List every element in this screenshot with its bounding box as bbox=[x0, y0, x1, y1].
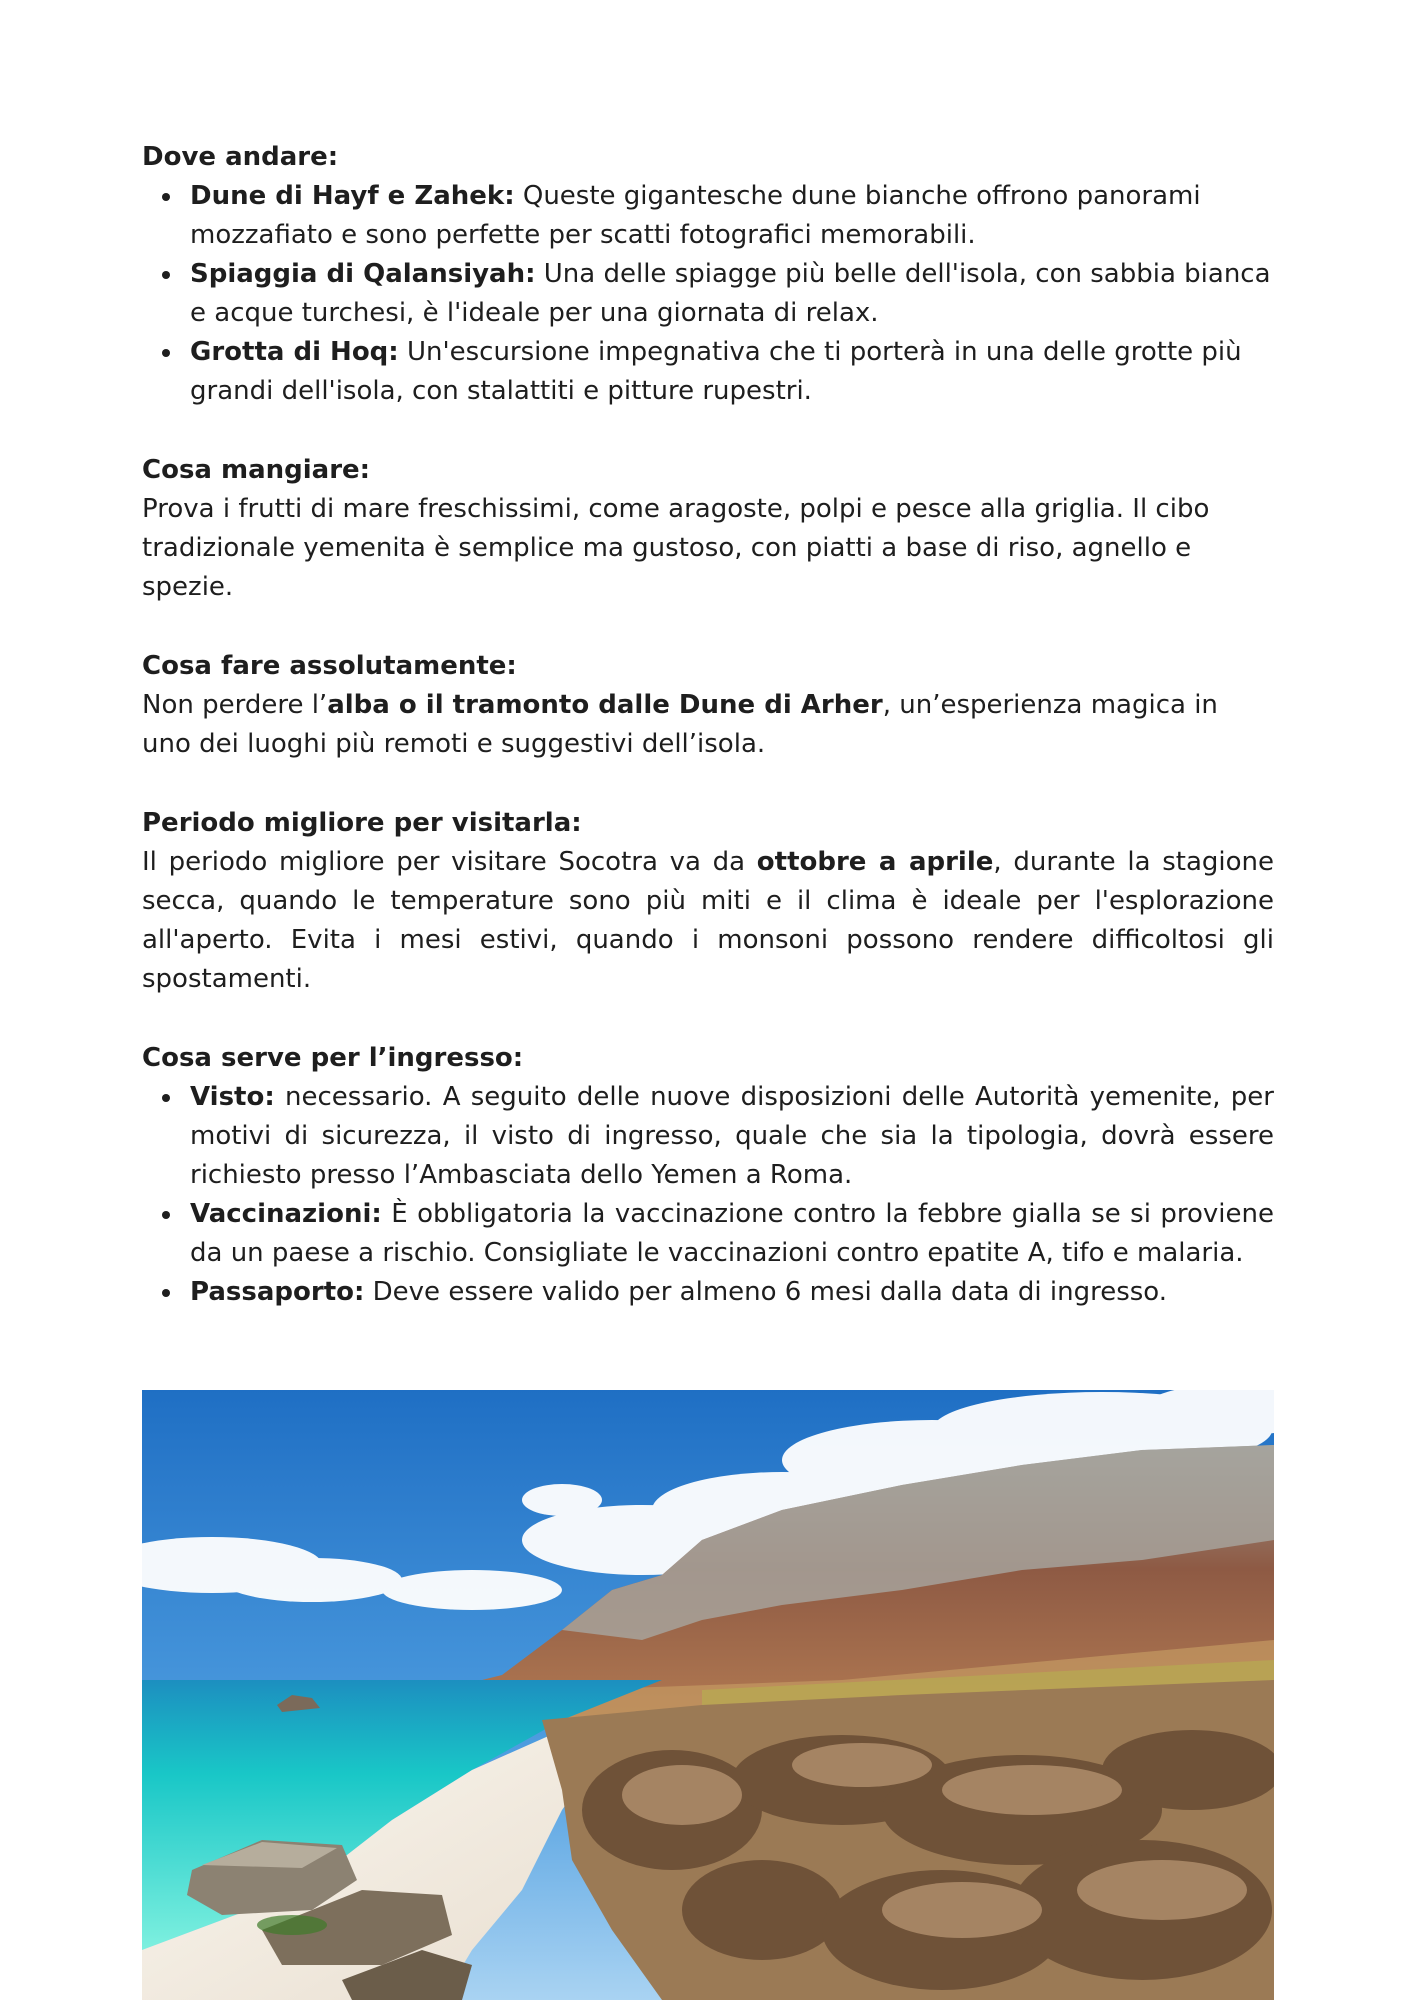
item-text: necessario. A seguito delle nuove disposizioni delle Autorità yemenite, per motivi di sicurezza, il visto di ingresso, quale che sia la tipologia, dovrà essere richiesto presso l’Ambasciata dello Yemen a Roma. bbox=[190, 1082, 1274, 1190]
item-text: È obbligatoria la vaccinazione contro la febbre gialla se si proviene da un paese a rischio. Consigliate le vaccinazioni contro epatite A, tifo e malaria. bbox=[190, 1199, 1274, 1268]
heading-period: Periodo migliore per visitarla: bbox=[142, 808, 582, 838]
item-title: Visto: bbox=[190, 1082, 275, 1112]
bullet-icon bbox=[162, 1289, 170, 1297]
text-bold: ottobre a aprile bbox=[756, 847, 994, 877]
item-title: Spiaggia di Qalansiyah: bbox=[190, 259, 536, 289]
paragraph-eat: Prova i frutti di mare freschissimi, come aragoste, polpi e pesce alla griglia. Il cibo tradizionale yemenita è semplice ma gustoso, con piatti a base di riso, agnello e spezie. bbox=[142, 494, 1210, 602]
section-entry bbox=[142, 1039, 1274, 1312]
text-post: , durante la stagione secca, quando le temperature sono più miti e il clima è ideale per l'esplorazione all'aperto. Evita i mesi estivi, quando i monsoni possono rendere difficoltosi gli spostamenti. bbox=[142, 847, 1274, 994]
list-item bbox=[190, 333, 1274, 411]
item-title: Passaporto: bbox=[190, 1277, 365, 1307]
coastline-photo bbox=[142, 1390, 1274, 2000]
bullet-icon bbox=[162, 193, 170, 201]
heading-entry: Cosa serve per l’ingresso: bbox=[142, 1043, 524, 1073]
bullet-icon bbox=[162, 349, 170, 357]
paragraph-period bbox=[142, 843, 1274, 999]
list-item bbox=[190, 1273, 1274, 1312]
text-pre: Il periodo migliore per visitare Socotra va da bbox=[142, 847, 757, 877]
item-title: Grotta di Hoq: bbox=[190, 337, 399, 367]
item-text: Un'escursione impegnativa che ti porterà in una delle grotte più grandi dell'isola, con stalattiti e pitture rupestri. bbox=[190, 337, 1242, 406]
item-title: Vaccinazioni: bbox=[190, 1199, 382, 1229]
document-page bbox=[142, 138, 1274, 1352]
section-period bbox=[142, 804, 1274, 999]
heading-eat: Cosa mangiare: bbox=[142, 455, 371, 485]
section-must bbox=[142, 647, 1274, 764]
list-item bbox=[190, 1195, 1274, 1273]
list-item bbox=[190, 1078, 1274, 1195]
text-post: , un’esperienza magica in uno dei luoghi più remoti e suggestivi dell’isola. bbox=[142, 690, 1218, 759]
section-eat bbox=[142, 451, 1274, 607]
item-title: Dune di Hayf e Zahek: bbox=[190, 181, 515, 211]
bullet-icon bbox=[162, 1094, 170, 1102]
section-where bbox=[142, 138, 1274, 411]
list-where bbox=[142, 177, 1274, 411]
paragraph-must bbox=[142, 686, 1274, 764]
list-entry bbox=[142, 1078, 1274, 1312]
list-item bbox=[190, 177, 1274, 255]
item-text: Una delle spiagge più belle dell'isola, con sabbia bianca e acque turchesi, è l'ideale per una giornata di relax. bbox=[190, 259, 1271, 328]
bullet-icon bbox=[162, 271, 170, 279]
coastline-illustration bbox=[142, 1390, 1274, 2000]
list-item bbox=[190, 255, 1274, 333]
bullet-icon bbox=[162, 1211, 170, 1219]
item-text: Deve essere valido per almeno 6 mesi dalla data di ingresso. bbox=[364, 1277, 1168, 1307]
text-bold: alba o il tramonto dalle Dune di Arher bbox=[327, 690, 883, 720]
heading-must: Cosa fare assolutamente: bbox=[142, 651, 517, 681]
text-pre: Non perdere l’ bbox=[142, 690, 328, 720]
item-text: Queste gigantesche dune bianche offrono panorami mozzafiato e sono perfette per scatti fotografici memorabili. bbox=[190, 181, 1201, 250]
heading-where: Dove andare: bbox=[142, 142, 339, 172]
